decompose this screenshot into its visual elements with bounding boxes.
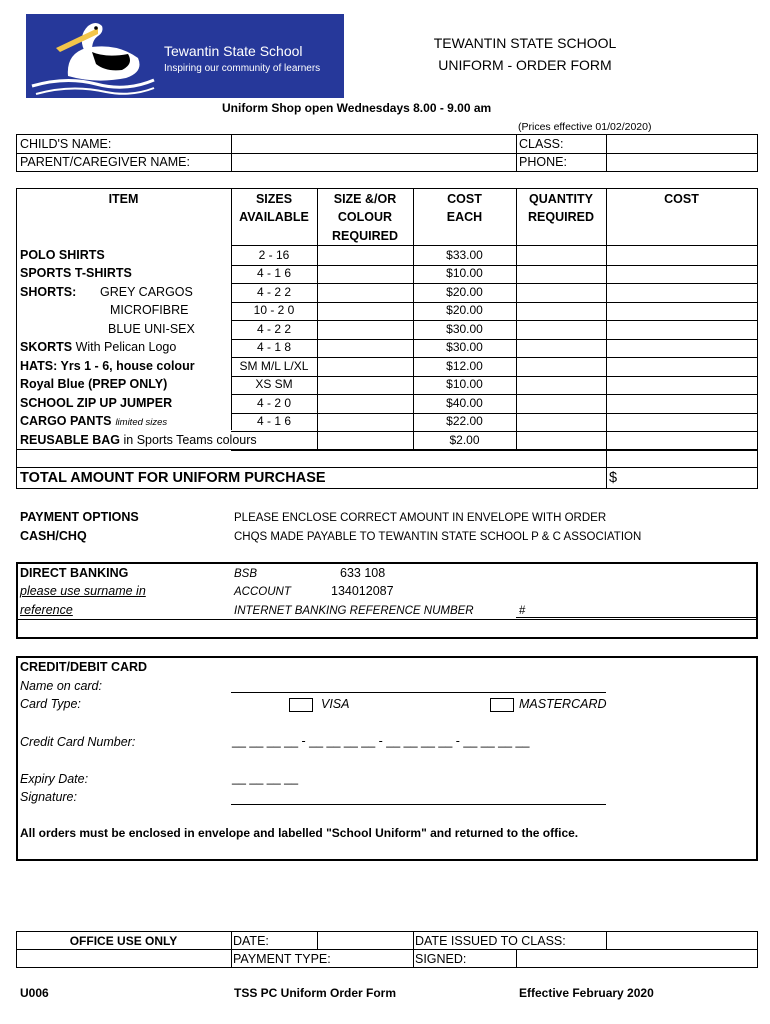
bsb-label: BSB xyxy=(234,568,258,580)
line-cost-field[interactable] xyxy=(607,320,757,338)
line-cost-field[interactable] xyxy=(607,431,757,449)
line-cost-field[interactable] xyxy=(607,246,757,264)
child-name-field[interactable] xyxy=(232,135,516,152)
visa-checkbox[interactable] xyxy=(289,698,313,712)
envelope-notice: All orders must be enclosed in envelope and labelled "School Uniform" and returned to the office. xyxy=(20,826,579,840)
size-colour-field[interactable] xyxy=(318,394,413,412)
quantity-field[interactable] xyxy=(517,431,606,449)
col-sizes-header: SIZES xyxy=(255,192,293,206)
prices-effective: (Prices effective 01/02/2020) xyxy=(518,121,652,133)
pelican-icon xyxy=(26,14,156,98)
size-colour-field[interactable] xyxy=(318,357,413,375)
signature-field[interactable] xyxy=(232,788,606,803)
item-name-bold: CARGO PANTS xyxy=(20,414,112,428)
banking-note-1: please use surname in xyxy=(20,584,146,598)
item-cost-each: $10.00 xyxy=(446,377,483,391)
parent-name-field[interactable] xyxy=(232,154,516,171)
office-use-title: OFFICE USE ONLY xyxy=(69,934,178,948)
col-cost-each-header-2: EACH xyxy=(446,210,483,224)
logo-school-name: Tewantin State School xyxy=(164,43,303,59)
form-title-line1: TEWANTIN STATE SCHOOL xyxy=(433,35,617,51)
item-cost-each: $20.00 xyxy=(446,303,483,317)
item-name xyxy=(20,266,132,281)
col-size-colour-header-2: COLOUR xyxy=(337,210,393,224)
phone-label: PHONE: xyxy=(519,155,567,169)
col-quantity-header: QUANTITY xyxy=(529,192,593,206)
cash-chq-label: CASH/CHQ xyxy=(20,529,87,543)
col-sizes-header-2: AVAILABLE xyxy=(239,210,309,224)
item-name-detail: BLUE UNI-SEX xyxy=(108,321,195,336)
chq-text: CHQS MADE PAYABLE TO TEWANTIN STATE SCHOOL P & C ASSOCIATION xyxy=(234,531,642,543)
signature-label: Signature: xyxy=(20,790,77,804)
item-name xyxy=(20,433,257,448)
item-sizes: 4 - 2 2 xyxy=(256,321,292,336)
item-sizes: 2 - 16 xyxy=(258,247,290,262)
school-logo xyxy=(26,14,344,98)
item-sizes: 4 - 1 8 xyxy=(256,340,292,354)
size-colour-field[interactable] xyxy=(318,283,413,301)
item-name xyxy=(20,414,167,430)
item-name-detail: GREY CARGOS xyxy=(100,284,193,299)
item-cost-each: $22.00 xyxy=(446,414,483,428)
item-sizes: 4 - 1 6 xyxy=(256,414,292,428)
mastercard-checkbox[interactable] xyxy=(490,698,514,712)
mastercard-label: MASTERCARD xyxy=(519,697,607,711)
item-name-detail: With Pelican Logo xyxy=(72,340,177,354)
item-sizes: 4 - 2 0 xyxy=(256,395,292,410)
logo-tagline: Inspiring our community of learners xyxy=(164,63,321,74)
item-sizes: 4 - 2 2 xyxy=(256,284,292,299)
office-date-label: DATE: xyxy=(233,934,269,948)
item-name-bold: SKORTS xyxy=(20,340,73,354)
line-cost-field[interactable] xyxy=(607,413,757,431)
date-issued-label: DATE ISSUED TO CLASS: xyxy=(415,934,566,948)
item-sizes: XS SM xyxy=(255,377,293,391)
size-colour-field[interactable] xyxy=(318,376,413,394)
quantity-field[interactable] xyxy=(517,320,606,338)
item-cost-each: $30.00 xyxy=(446,340,483,354)
item-name-detail: MICROFIBRE xyxy=(110,303,189,317)
quantity-field[interactable] xyxy=(517,357,606,375)
account-value: 134012087 xyxy=(331,584,394,598)
item-name-bold: Royal Blue (PREP ONLY) xyxy=(20,377,168,391)
expiry-label: Expiry Date: xyxy=(20,772,89,786)
reference-field[interactable] xyxy=(530,602,754,617)
total-currency: $ xyxy=(609,470,618,486)
reference-hash: # xyxy=(519,605,526,617)
line-cost-field[interactable] xyxy=(607,376,757,394)
quantity-field[interactable] xyxy=(517,394,606,412)
name-on-card-label: Name on card: xyxy=(20,679,102,693)
class-field[interactable] xyxy=(607,135,757,152)
item-cost-each: $40.00 xyxy=(446,395,483,410)
quantity-field[interactable] xyxy=(517,246,606,264)
size-colour-field[interactable] xyxy=(318,302,413,320)
col-size-colour-header: SIZE &/OR xyxy=(333,192,397,206)
size-colour-field[interactable] xyxy=(318,265,413,283)
payment-type-label: PAYMENT TYPE: xyxy=(233,952,331,966)
item-name-bold: HATS: Yrs 1 - 6, house colour xyxy=(20,358,195,373)
quantity-field[interactable] xyxy=(517,413,606,431)
phone-field[interactable] xyxy=(607,154,757,171)
item-name xyxy=(20,377,167,392)
item-name-bold: POLO SHIRTS xyxy=(20,247,105,262)
item-name-bold: REUSABLE BAG xyxy=(20,432,121,447)
col-item-header: ITEM xyxy=(108,192,139,206)
total-label: TOTAL AMOUNT FOR UNIFORM PURCHASE xyxy=(20,470,326,486)
item-name xyxy=(20,248,105,263)
quantity-field[interactable] xyxy=(517,376,606,394)
parent-name-label: PARENT/CAREGIVER NAME: xyxy=(20,155,190,169)
account-label: ACCOUNT xyxy=(234,586,291,598)
card-number-field[interactable]: __ __ __ __ - __ __ __ __ - __ __ __ __ - __ __ __ __ xyxy=(232,734,530,748)
name-on-card-field[interactable] xyxy=(232,676,606,691)
item-cost-each: $2.00 xyxy=(449,432,480,447)
size-colour-field[interactable] xyxy=(318,320,413,338)
item-name-bold: SCHOOL ZIP UP JUMPER xyxy=(20,395,173,410)
line-cost-field[interactable] xyxy=(607,265,757,283)
col-quantity-header-2: REQUIRED xyxy=(528,210,594,224)
item-name xyxy=(20,396,172,411)
item-name xyxy=(20,284,193,300)
item-cost-each: $20.00 xyxy=(446,284,483,299)
form-title-line2: UNIFORM - ORDER FORM xyxy=(438,57,612,73)
enclose-text: PLEASE ENCLOSE CORRECT AMOUNT IN ENVELOPE WITH ORDER xyxy=(234,512,607,524)
line-cost-field[interactable] xyxy=(607,357,757,375)
item-cost-each: $30.00 xyxy=(446,321,483,336)
reference-label: INTERNET BANKING REFERENCE NUMBER xyxy=(234,605,474,617)
signed-label: SIGNED: xyxy=(415,952,467,966)
quantity-field[interactable] xyxy=(517,283,606,301)
effective-date: Effective February 2020 xyxy=(519,986,654,1000)
shop-hours: Uniform Shop open Wednesdays 8.00 - 9.00 am xyxy=(222,101,492,115)
bsb-value: 633 108 xyxy=(340,566,386,580)
form-name: TSS PC Uniform Order Form xyxy=(234,986,397,1000)
item-sizes: SM M/L L/XL xyxy=(239,358,309,373)
item-name-bold: SHORTS: xyxy=(20,284,77,299)
child-name-label: CHILD'S NAME: xyxy=(20,137,112,151)
size-colour-field[interactable] xyxy=(318,246,413,264)
item-cost-each: $33.00 xyxy=(446,247,483,262)
size-colour-field[interactable] xyxy=(318,413,413,431)
line-cost-field[interactable] xyxy=(607,394,757,412)
col-size-colour-header-3: REQUIRED xyxy=(332,229,398,243)
card-number-label: Credit Card Number: xyxy=(20,735,136,749)
visa-label: VISA xyxy=(321,697,350,711)
total-amount-field[interactable] xyxy=(620,468,756,487)
size-colour-field[interactable] xyxy=(318,339,413,357)
direct-banking-title: DIRECT BANKING xyxy=(20,566,129,580)
quantity-field[interactable] xyxy=(517,265,606,283)
item-name xyxy=(20,340,176,355)
card-type-label: Card Type: xyxy=(20,697,81,711)
item-name-detail: in Sports Teams colours xyxy=(120,432,257,447)
item-cost-each: $12.00 xyxy=(446,358,483,373)
banking-note-2: reference xyxy=(20,603,73,617)
col-cost-header: COST xyxy=(664,192,699,206)
item-name-bold: SPORTS T-SHIRTS xyxy=(20,266,132,280)
item-name-detail: limited sizes xyxy=(115,417,168,428)
item-sizes: 4 - 1 6 xyxy=(256,266,292,280)
item-name xyxy=(20,359,195,374)
size-colour-field[interactable] xyxy=(318,431,413,449)
line-cost-field[interactable] xyxy=(607,283,757,301)
form-code: U006 xyxy=(20,986,49,1000)
line-cost-field[interactable] xyxy=(607,339,757,357)
card-title: CREDIT/DEBIT CARD xyxy=(20,660,148,674)
item-cost-each: $10.00 xyxy=(446,266,483,280)
quantity-field[interactable] xyxy=(517,302,606,320)
item-sizes: 10 - 2 0 xyxy=(253,303,295,317)
col-cost-each-header: COST xyxy=(447,192,482,206)
quantity-field[interactable] xyxy=(517,339,606,357)
line-cost-field[interactable] xyxy=(607,302,757,320)
expiry-field[interactable]: __ __ __ __ xyxy=(232,771,299,785)
payment-options-label: PAYMENT OPTIONS xyxy=(20,510,139,524)
class-label: CLASS: xyxy=(519,137,564,151)
